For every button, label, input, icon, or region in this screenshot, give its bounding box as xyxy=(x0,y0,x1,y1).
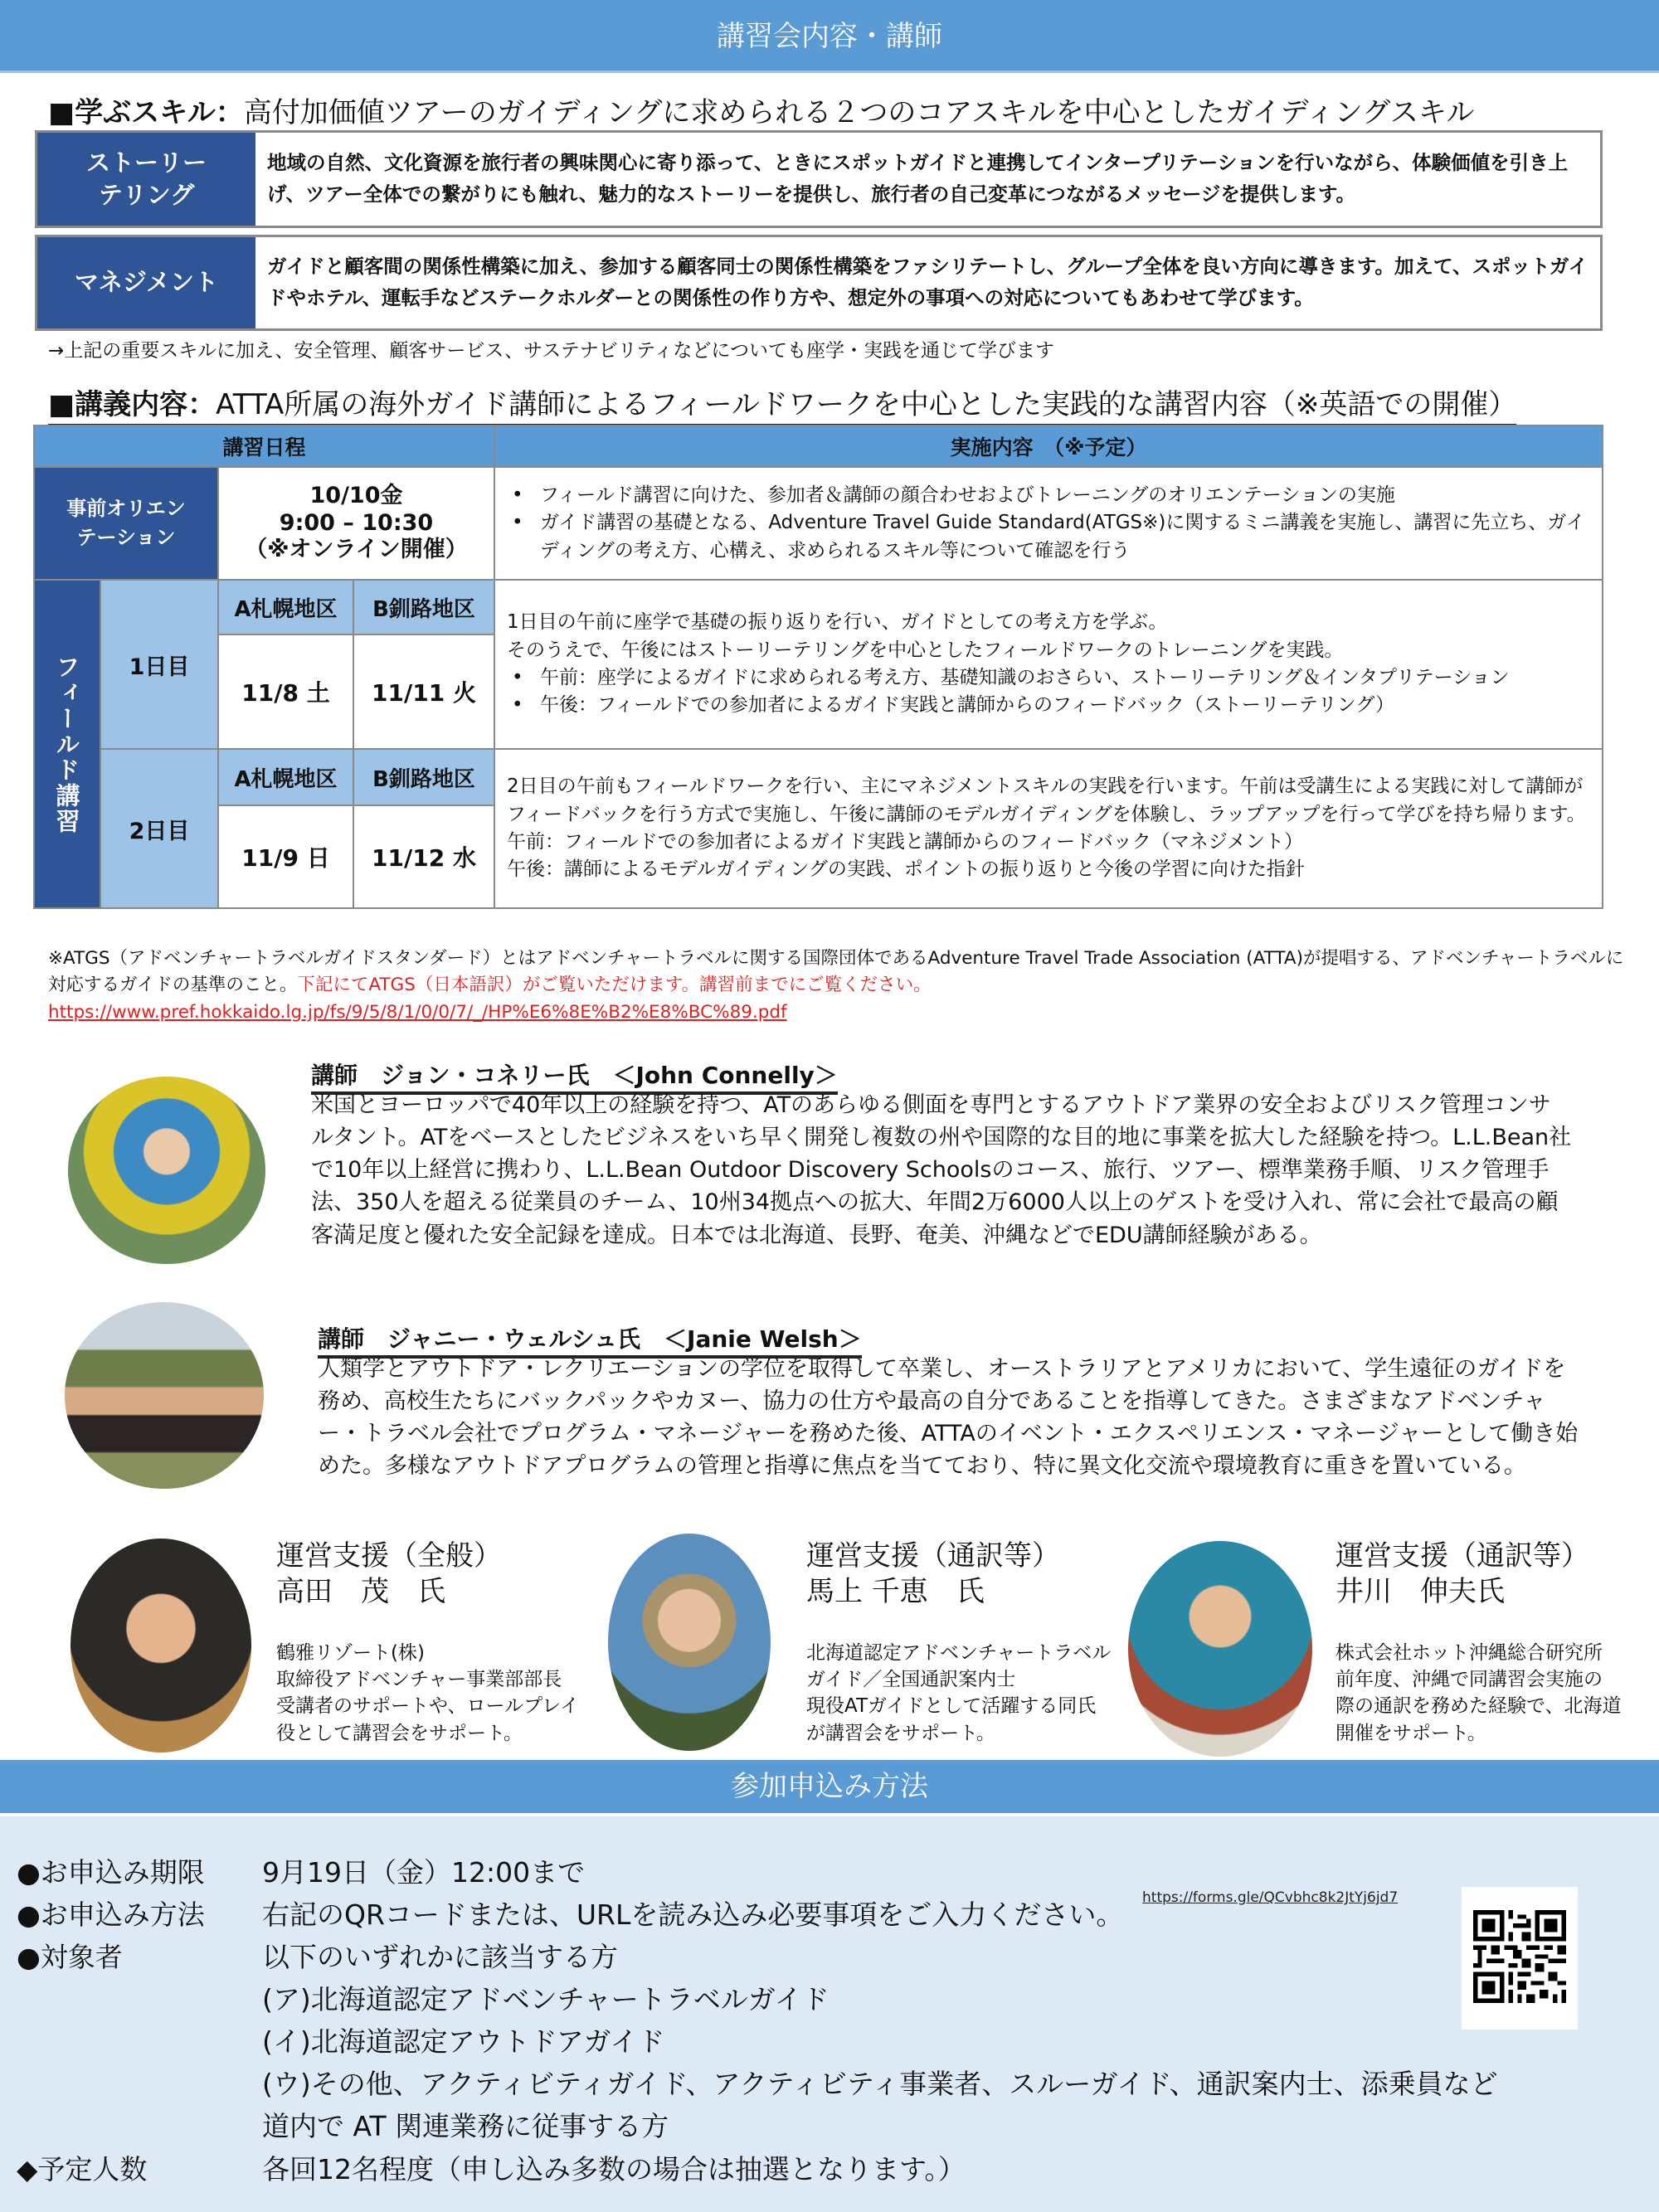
day2-line: 2日目の午前もフィールドワークを行い、主にマネジメントスキルの実践を行います。午前は受講生による実践に対して講師がフィードバックを行う方式で実施し、午後に講師のモデルガイディングを体験し、ラップアップを行って学びを持ち帰ります。 xyxy=(507,775,1586,825)
field-lecture-text: フィールド講習 xyxy=(52,654,81,834)
staff-photo-ikawa xyxy=(1128,1541,1312,1757)
staff-desc-line: 際の通訳を務めた経験で、北海道 xyxy=(1335,1695,1622,1718)
target-value: 以下のいずれかに該当する方 xyxy=(262,1941,618,1973)
apply-title: 参加申込み方法 xyxy=(731,1770,928,1803)
staff-desc-line: 鶴雅リゾート(株) xyxy=(276,1642,425,1664)
field-lecture-label xyxy=(34,580,100,908)
orientation-datetime xyxy=(218,467,494,580)
staff-desc-line: 前年度、沖縄で同講習会実施の xyxy=(1335,1669,1603,1691)
day1-line: そのうえで、午後にはストーリーテリングを中心としたフィールドワークのトレーニングを実践。 xyxy=(507,639,1344,661)
staff-desc-magami xyxy=(806,1640,1111,1747)
footnote-red-text: 下記にてATGS（日本語訳）がご覧いただけます。講習前までにご覧ください。 xyxy=(297,975,932,996)
atgs-pdf-link[interactable]: https://www.pref.hokkaido.lg.jp/fs/9/5/8/1/0/0/7/_/HP%E6%8E%B2%E8%BC%89.pdf xyxy=(48,1001,787,1023)
staff-name: 井川 伸夫氏 xyxy=(1335,1574,1505,1608)
day2-line: 午後：講師によるモデルガイディングの実践、ポイントの振り返りと今後の学習に向けた指針 xyxy=(507,858,1305,881)
skill-name-line1: ストーリー xyxy=(85,148,207,177)
staff-role: 運営支援（通訳等） xyxy=(806,1539,1060,1573)
instructor-bio-connelly: 米国とヨーロッパで40年以上の経験を持つ、ATのあらゆる側面を専門とするアウトドア業界の安全およびリスク管理コンサルタント。ATをベースとしたビジネスをいち早く開発し複数の州や国際的な目的地に事業を拡大した経験を持つ。L.L.Bean社で10年以上経営に携わり、L.L.Bean Outdoor Discovery Schoolsのコース、旅行、ツアー、標準業務手順、リスク管理手法、350人を超える従業員のチーム、10州34拠点への拡大、年間2万6000人以上のゲストを受け入れ、常に会社で最高の顧客満足度と優れた安全記録を達成。日本では北海道、長野、奄美、沖縄などでEDU講師経験がある。 xyxy=(311,1092,1572,1248)
area-b-header: B釧路地区 xyxy=(353,749,494,805)
day1-content xyxy=(494,580,1603,749)
footnote-text: ※ATGS（アドベンチャートラベルガイドスタンダード）とはアドベンチャートラベルに関する国際団体であるAdventure Travel Trade Association (ATTA)が提唱する、アドベンチャートラベルに対応するガイドの基準のこと。 xyxy=(48,948,1624,996)
staff-desc-line: 受講者のサポートや、ロールプレイ xyxy=(276,1695,580,1718)
day2-label: 2日目 xyxy=(100,749,218,908)
staff-role: 運営支援（全般） xyxy=(276,1539,502,1573)
instructor-name-welsh: 講師 ジャニー・ウェルシュ氏 ＜Janie Welsh＞ xyxy=(318,1321,862,1359)
skill-storytelling xyxy=(35,130,1603,228)
skills-text: 高付加価値ツアーのガイディングに求められる２つのコアスキルを中心としたガイディングスキル xyxy=(243,96,1475,129)
staff-name: 馬上 千恵 氏 xyxy=(806,1574,985,1608)
atgs-footnote xyxy=(48,946,1624,1026)
day1-date-b: 11/11 火 xyxy=(353,634,494,749)
target-item: (ア)北海道認定アドベンチャートラベルガイド xyxy=(262,1983,830,2015)
area-a-header: A札幌地区 xyxy=(218,580,353,634)
lecture-label: ■講義内容： xyxy=(48,388,216,421)
capacity-value: 各回12名程度（申し込み多数の場合は抽選となります。） xyxy=(262,2153,966,2185)
apply-target-row xyxy=(17,1936,618,1975)
section-header-apply xyxy=(0,1760,1659,1813)
staff-desc-line: が講習会をサポート。 xyxy=(806,1722,995,1744)
staff-desc-line: 開催をサポート。 xyxy=(1335,1722,1486,1744)
instructor-photo-welsh xyxy=(65,1302,264,1489)
staff-role-magami xyxy=(806,1539,1060,1609)
skill-management-head: マネジメント xyxy=(37,237,255,328)
area-b-header: B釧路地区 xyxy=(353,580,494,634)
staff-role-takada xyxy=(276,1539,502,1609)
qr-code-icon xyxy=(1473,1910,1566,2003)
skill-storytelling-desc: 地域の自然、文化資源を旅行者の興味関心に寄り添って、ときにスポットガイドと連携してインタープリテーションを行いながら、体験価値を引き上げ、ツアー全体での繋がりにも触れ、魅力的なストーリーを提供し、旅行者の自己変革につながるメッセージを提供します。 xyxy=(267,151,1569,206)
apply-capacity-row xyxy=(17,2148,966,2187)
staff-role-ikawa xyxy=(1335,1539,1589,1609)
staff-desc-line: 株式会社ホット沖縄総合研究所 xyxy=(1335,1642,1603,1664)
day2-line: 午前：フィールドでの参加者によるガイド実践と講師からのフィードバック（マネジメント） xyxy=(507,831,1304,853)
area-a-header: A札幌地区 xyxy=(218,749,353,805)
skills-note: →上記の重要スキルに加え、安全管理、顧客サービス、サステナビリティなどについても座学・実践を通じて学びます xyxy=(48,340,1054,362)
staff-desc-takada xyxy=(276,1640,579,1747)
instructor-bio-welsh: 人類学とアウトドア・レクリエーションの学位を取得して卒業し、オーストラリアとアメリカにおいて、学生遠征のガイドを務め、高校生たちにバックパックやカヌー、協力の仕方や最高の自分であることを指導してきた。さまざまなアドベンチャー・トラベル会社でプログラム・マネージャーを務めた後、ATTAのイベント・エクスペリエンス・マネージャーとして働き始めた。多様なアウトドアプログラムの管理と指導に焦点を当てており、特に異文化交流や環境教育に重きを置いている。 xyxy=(318,1356,1579,1480)
instructor-photo-connelly xyxy=(68,1077,265,1264)
day1-bullet: • 午後：フィールドでの参加者によるガイド実践と講師からのフィードバック（ストーリーテリング） xyxy=(507,692,1590,719)
day2-date-b: 11/12 水 xyxy=(353,805,494,908)
staff-desc-line: 取締役アドベンチャー事業部部長 xyxy=(276,1669,562,1691)
deadline-label: ●お申込み期限 xyxy=(17,1856,205,1889)
col-content-header: 実施内容 （※予定） xyxy=(494,425,1603,467)
capacity-label: ◆予定人数 xyxy=(17,2153,148,2185)
day1-date-a: 11/8 土 xyxy=(218,634,353,749)
staff-name: 高田 茂 氏 xyxy=(276,1574,445,1608)
staff-desc-line: 役として講習会をサポート。 xyxy=(276,1722,523,1744)
staff-desc-line: 北海道認定アドベンチャートラベル xyxy=(806,1642,1112,1664)
lecture-section-title xyxy=(48,382,1516,427)
col-schedule-header: 講習日程 xyxy=(34,425,494,467)
staff-desc-line: ガイド／全国通訳案内士 xyxy=(806,1669,1016,1691)
day2-content xyxy=(494,749,1603,908)
instructor-name-connelly: 講師 ジョン・コネリー氏 ＜John Connelly＞ xyxy=(311,1057,838,1095)
orientation-mode: （※オンライン開催） xyxy=(245,537,468,563)
skill-name-line2: テリング xyxy=(98,181,195,209)
skills-section-title xyxy=(48,90,1475,135)
deadline-value: 9月19日（金）12:00まで xyxy=(262,1856,586,1889)
day1-line: 1日目の午前に座学で基礎の振り返りを行い、ガイドとしての考え方を学ぶ。 xyxy=(507,611,1168,634)
skill-management-desc: ガイドと顧客間の関係性構築に加え、参加する顧客同士の関係性構築をファシリテートし、グループ全体を良い方向に導きます。加えて、スポットガイドやホテル、運転手などステークホルダーとの関係性の作り方や、想定外の事項への対応についてもあわせて学びます。 xyxy=(267,255,1588,309)
method-label: ●お申込み方法 xyxy=(17,1898,205,1931)
target-label: ●対象者 xyxy=(17,1941,123,1973)
skills-label: ■学ぶスキル： xyxy=(48,96,244,129)
orientation-label xyxy=(34,467,218,580)
lecture-text: ATTA所属の海外ガイド講師によるフィールドワークを中心とした実践的な講習内容（※英語での開催） xyxy=(216,388,1517,421)
staff-photo-takada xyxy=(71,1539,251,1753)
staff-desc-line: 現役ATガイドとして活躍する同氏 xyxy=(806,1695,1097,1718)
target-item: 道内で AT 関連業務に従事する方 xyxy=(262,2110,669,2142)
application-form-link[interactable]: https://forms.gle/QCvbhc8k2JtYj6jd7 xyxy=(1142,1889,1399,1906)
target-item: (イ)北海道認定アウトドアガイド xyxy=(262,2025,665,2058)
orientation-label-line2: テーション xyxy=(76,526,176,549)
orientation-time: 9:00 – 10:30 xyxy=(279,509,434,536)
orientation-label-line1: 事前オリエン xyxy=(66,497,186,521)
day1-bullet: • 午前：座学によるガイドに求められる考え方、基礎知識のおさらい、ストーリーテリング＆インタプリテーション xyxy=(507,664,1590,692)
target-item: (ウ)その他、アクティビティガイド、アクティビティ事業者、スルーガイド、通訳案内士、添乗員など xyxy=(262,2068,1498,2100)
day1-label: 1日目 xyxy=(100,580,218,749)
orientation-content xyxy=(494,467,1603,580)
orientation-date: 10/10金 xyxy=(309,482,403,508)
section-header-title: 講習会内容・講師 xyxy=(717,20,942,53)
section-header-lecture xyxy=(0,0,1659,73)
staff-photo-magami xyxy=(608,1534,771,1751)
apply-deadline-row xyxy=(17,1851,585,1890)
day2-date-a: 11/9 日 xyxy=(218,805,353,908)
orientation-bullet: • ガイド講習の基礎となる、Adventure Travel Guide Standard(ATGS※)に関するミニ講義を実施し、講習に先立ち、ガイディングの考え方、心構え、求められるスキル等について確認を行う xyxy=(507,509,1590,565)
schedule-table xyxy=(33,425,1603,909)
staff-desc-ikawa xyxy=(1335,1640,1622,1747)
apply-method-row xyxy=(17,1894,1123,1932)
skill-management xyxy=(35,235,1603,331)
staff-role: 運営支援（通訳等） xyxy=(1335,1539,1589,1573)
qr-code[interactable] xyxy=(1462,1887,1578,2030)
orientation-bullet: • フィールド講習に向けた、参加者＆講師の顔合わせおよびトレーニングのオリエンテーションの実施 xyxy=(507,482,1590,509)
skill-storytelling-head xyxy=(37,133,255,226)
method-value: 右記のQRコードまたは、URLを読み込み必要事項をご入力ください。 xyxy=(262,1898,1124,1931)
